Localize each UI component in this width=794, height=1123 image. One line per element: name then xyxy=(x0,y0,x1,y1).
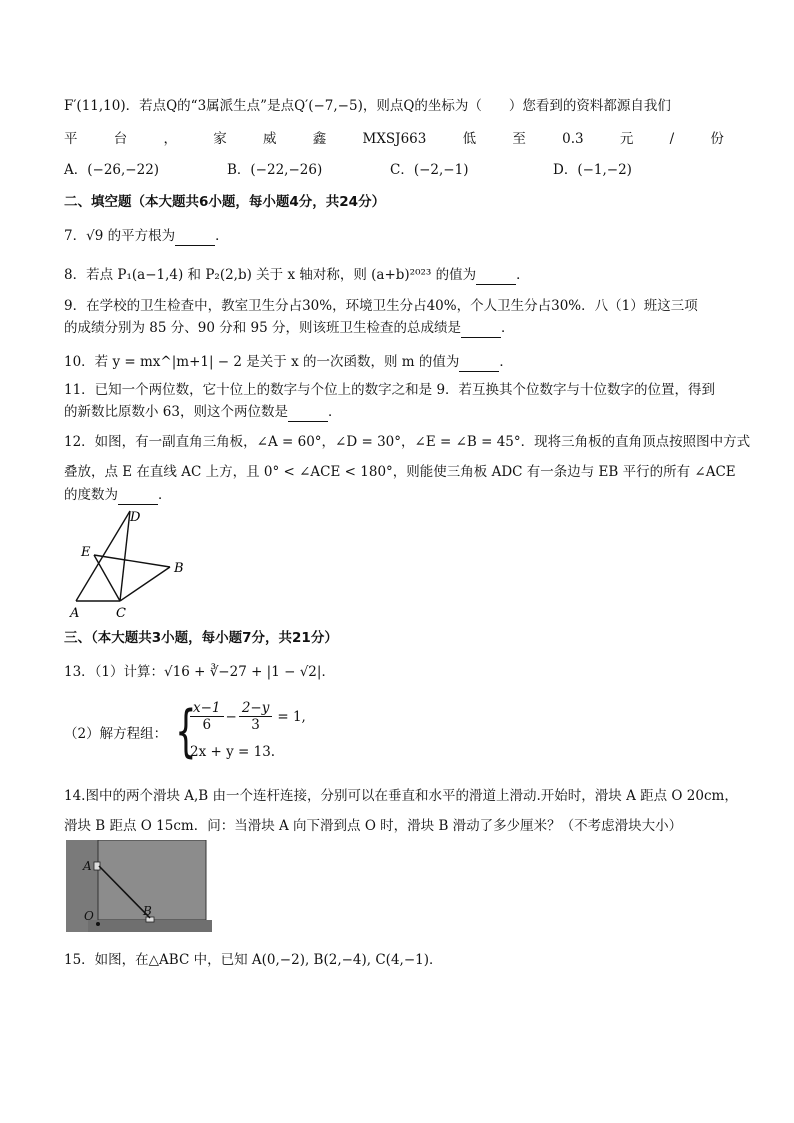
q13-frac2 xyxy=(239,700,273,733)
q12-line-eb xyxy=(94,555,170,567)
q11-text: 的新数比原数小 63，则这个两位数是 xyxy=(64,404,288,420)
q8-period: ． xyxy=(516,267,530,283)
q13-part2 xyxy=(64,700,364,770)
q13-minus: − xyxy=(225,708,237,725)
q6-option-a[interactable]: A．(−26,−22) xyxy=(64,162,160,178)
q12-label-c: C xyxy=(116,606,126,621)
q12-period: ． xyxy=(158,487,172,503)
q9-text: 的成绩分别为 85 分、90 分和 95 分，则该班卫生检查的总成绩是 xyxy=(64,320,461,336)
q12-text: 的度数为 xyxy=(64,487,118,503)
q12-label-e: E xyxy=(81,545,91,560)
q13-frac1 xyxy=(190,700,224,733)
q10-text: 10．若 y = mx^|m+1| − 2 是关于 x 的一次函数，则 m 的值为 xyxy=(64,354,460,370)
q12-triangle-figure xyxy=(64,505,204,623)
q13-brace: { xyxy=(175,699,197,764)
q6-ad-token: 鑫 xyxy=(312,131,327,147)
q15: 15．如图，在△ABC 中，已知 A(0,−2), B(2,−4), C(4,−1)． xyxy=(64,952,443,968)
q6-ad-token: 平 xyxy=(64,131,78,147)
q7-answer-blank[interactable] xyxy=(175,231,215,246)
q11-period: ． xyxy=(327,404,342,420)
q7 xyxy=(64,226,724,246)
q9-answer-blank[interactable] xyxy=(461,323,501,338)
q13-part2-label: （2）解方程组： xyxy=(64,726,168,742)
q6-ad-token: ， xyxy=(163,131,177,147)
q11-line2 xyxy=(64,402,724,422)
q13-eq2: 2x + y = 13. xyxy=(190,744,276,760)
q6-ad-token: MXSJ663 xyxy=(362,131,427,147)
q6-option-b[interactable]: B．(−22,−26) xyxy=(227,162,323,178)
q13-frac1-num: x−1 xyxy=(190,700,224,717)
q11-line1: 11．已知一个两位数，它十位上的数字与个位上的数字之和是 9．若互换其个位数字与十位数字的位置，得到 xyxy=(64,382,716,398)
q9-line1: 9．在学校的卫生检查中，教室卫生分占30%，环境卫生分占40%，个人卫生分占30%．八（1）班这三项 xyxy=(64,298,698,314)
q12-label-a: A xyxy=(70,606,80,621)
q6-ad-token: 台 xyxy=(113,131,128,147)
q6-ad-token: 0.3 xyxy=(562,131,584,147)
q9-line2 xyxy=(64,318,724,338)
q14-label-a: A xyxy=(83,859,92,873)
q6-options xyxy=(64,160,724,180)
q6-ad-token: 至 xyxy=(512,131,526,147)
q14-line2: 滑块 B 距点 O 15cm．问：当滑块 A 向下滑到点 O 时，滑块 B 滑动了多少厘米？（不考虑滑块大小） xyxy=(64,818,683,834)
q12-line3 xyxy=(64,485,724,505)
q8-text: 8．若点 P₁(a−1,4) 和 P₂(2,b) 关于 x 轴对称，则 (a+b)²⁰²³ 的值为 xyxy=(64,267,477,283)
q6-ad-token: 家 xyxy=(213,131,227,147)
q7-text: 7．√9 的平方根为 xyxy=(64,228,176,244)
q14-point-o xyxy=(96,922,100,926)
q6-ad-line xyxy=(64,129,724,149)
q6-option-d[interactable]: D．(−1,−2) xyxy=(553,162,632,178)
section3-title: 三、（本大题共3小题，每小题7分，共21分） xyxy=(64,630,338,646)
q8 xyxy=(64,265,724,285)
q14-line1: 14.图中的两个滑块 A,B 由一个连杆连接，分别可以在垂直和水平的滑道上滑动.开始时，滑块 A 距点 O 20cm， xyxy=(64,788,738,804)
q14-panel xyxy=(98,840,206,920)
q10 xyxy=(64,352,724,372)
q6-ad-token: 元 xyxy=(619,131,634,147)
q8-answer-blank[interactable] xyxy=(476,270,516,285)
q14-label-o: O xyxy=(84,909,94,923)
q13-eq1 xyxy=(188,700,306,733)
q13-frac2-num: 2−y xyxy=(239,700,273,717)
q12-label-d: D xyxy=(130,510,141,525)
q12-label-b: B xyxy=(174,561,184,576)
q12-answer-blank[interactable] xyxy=(118,490,158,505)
q7-period: ． xyxy=(215,228,229,244)
q10-answer-blank[interactable] xyxy=(459,357,499,372)
q10-period: ． xyxy=(499,354,513,370)
q12-line1: 12．如图，有一副直角三角板，∠A = 60°，∠D = 30°，∠E = ∠B = 45°．现将三角板的直角顶点按照图中方式 xyxy=(64,434,751,450)
q11-answer-blank[interactable] xyxy=(288,407,328,422)
q6-ad-token: 份 xyxy=(710,131,724,147)
q12-line2: 叠放，点 E 在直线 AC 上方，且 0° < ∠ACE < 180°，则能使三角板 ADC 有一条边与 EB 平行的所有 ∠ACE xyxy=(64,464,736,480)
q6-option-c[interactable]: C．(−2,−1) xyxy=(390,162,469,178)
section2-title: 二、填空题（本大题共6小题，每小题4分，共24分） xyxy=(64,194,386,210)
q6-ad-token: 低 xyxy=(462,131,477,147)
q9-period: ． xyxy=(501,320,515,336)
q6-ad-token: 威 xyxy=(263,131,277,147)
q12-line-ec xyxy=(94,555,120,601)
q6-ad-token: / xyxy=(669,131,675,147)
q13-frac2-den: 3 xyxy=(251,717,260,733)
q13-frac1-den: 6 xyxy=(202,717,212,733)
q12-line-bc xyxy=(120,567,170,601)
q13-eq1-rhs: = 1, xyxy=(277,708,306,725)
q13-part1: 13．（1）计算：√16 + ∛−27 + |1 − √2|． xyxy=(64,664,335,680)
q6-stem: F′(11,10)．若点Q的“3属派生点”是点Q′(−7,−5)，则点Q的坐标为（ ）您看到的资料都源自我们 xyxy=(64,98,671,114)
q14-slider-figure xyxy=(66,840,214,936)
q14-label-b: B xyxy=(143,904,152,918)
